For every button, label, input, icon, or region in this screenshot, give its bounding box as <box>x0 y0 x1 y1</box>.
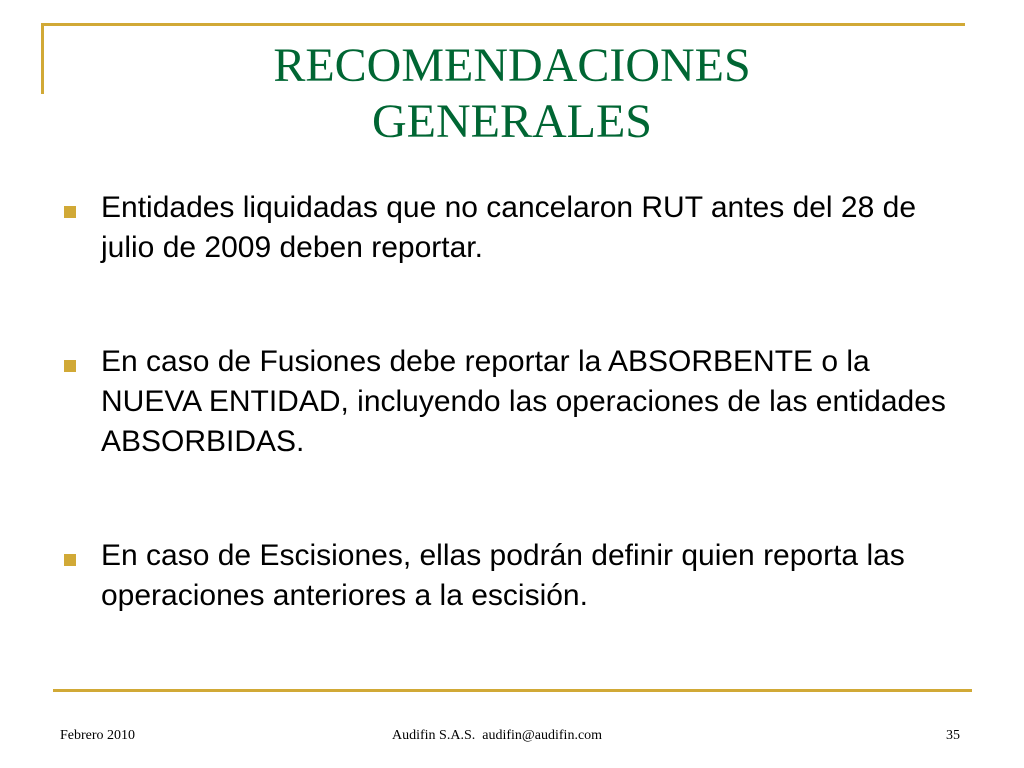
footer-divider <box>53 689 972 692</box>
bullet-text: Entidades liquidadas que no cancelaron RUT antes del 28 de julio de 2009 deben reportar. <box>101 191 917 264</box>
slide-title-line-1: RECOMENDACIONES <box>273 39 751 92</box>
bullet-list <box>64 188 964 616</box>
footer-date: Febrero 2010 <box>60 728 136 743</box>
bullet-item <box>64 188 964 268</box>
footer-page-number: 35 <box>946 728 960 743</box>
slide-title-line-2: GENERALES <box>372 95 652 148</box>
bullet-text: En caso de Fusiones debe reportar la ABSORBENTE o la NUEVA ENTIDAD, incluyendo las operaciones de las entidades ABSORBIDAS. <box>101 345 946 458</box>
square-bullet-icon <box>64 360 76 372</box>
square-bullet-icon <box>64 206 76 218</box>
bullet-text: En caso de Escisiones, ellas podrán definir quien reporta las operaciones anteriores a la escisión. <box>101 539 905 612</box>
bullet-item <box>64 342 964 462</box>
slide-title <box>60 38 964 150</box>
frame-left-border <box>41 23 44 94</box>
square-bullet-icon <box>64 554 76 566</box>
bullet-item <box>64 536 964 616</box>
frame-top-border <box>41 23 965 26</box>
footer-company: Audifin S.A.S. audifin@audifin.com <box>392 728 603 743</box>
